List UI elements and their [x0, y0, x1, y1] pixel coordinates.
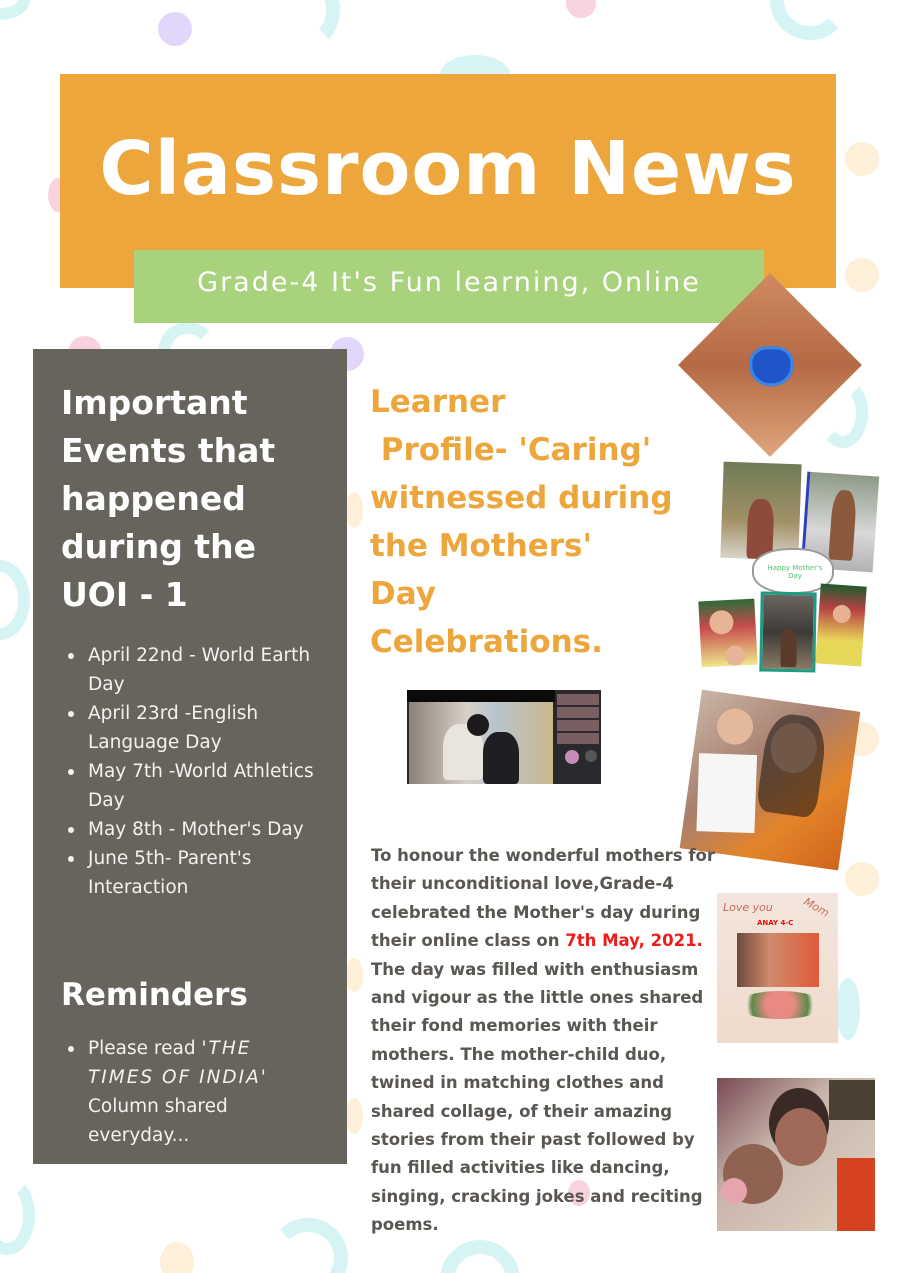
decor-arc-teal [770, 0, 850, 40]
events-list [61, 641, 331, 902]
mother-collage-photo [720, 462, 801, 561]
reminder-item [61, 1034, 301, 1150]
card-caption: Love you [723, 901, 773, 914]
collage-caption: Happy Mother's Day [767, 564, 823, 580]
event-item: April 22nd - World Earth Day [61, 641, 331, 699]
event-date: 7th May, 2021. [565, 931, 703, 951]
decor-dot-purple [158, 12, 192, 46]
reminder-text: Column shared everyday... [88, 1096, 228, 1146]
reminders-heading: Reminders [61, 977, 248, 1013]
card-caption: Mom [801, 895, 832, 920]
decor-arc-teal [440, 1240, 520, 1273]
decor-dot-teal [836, 978, 860, 1040]
event-item: June 5th- Parent's Interaction [61, 844, 331, 902]
event-item: May 7th -World Athletics Day [61, 757, 331, 815]
article-text: The day was filled with enthusiasm and vigour as the little ones shared their fond memories with their mothers. The mother-child duo, twined in matching clothes and shared collage, of their amazing stories from their past followed by fun filled activities like dancing, singing, cracking jokes and reciting poems. [371, 959, 704, 1235]
decor-dot-cream [845, 258, 879, 292]
decor-arc-teal [0, 0, 30, 20]
newspaper-name: 'THE TIMES OF INDIA' [88, 1038, 268, 1088]
decor-arc-teal [268, 1218, 348, 1273]
heading-line: Profile- 'Caring' [370, 432, 652, 468]
decor-dot-pink [566, 0, 596, 18]
decor-arc-teal [0, 560, 30, 640]
mother-child-hug-photo [717, 1078, 875, 1231]
article-text: To honour the wonderful mothers for their unconditional love,Grade-4 celebrated the Mother's day during their online class on [371, 846, 716, 951]
heading-line: witnessed during [370, 480, 673, 516]
card-name: ANAY 4-C [757, 919, 794, 927]
decor-dot-cream [845, 142, 879, 176]
event-item: April 23rd -English Language Day [61, 699, 331, 757]
heading-line: Day [370, 576, 436, 612]
article-body [371, 842, 716, 1240]
events-sidebar [33, 349, 347, 1164]
video-call-photo [407, 690, 601, 784]
decor-dot-cream [160, 1242, 194, 1273]
mother-collage-photo [815, 583, 866, 666]
heading-line: UOI - 1 [61, 575, 188, 614]
decor-dot-cream [345, 958, 363, 992]
mother-collage-photo [759, 592, 816, 673]
event-item: May 8th - Mother's Day [61, 815, 331, 844]
heading-line: Celebrations. [370, 624, 603, 660]
decor-dot-cream [345, 1098, 363, 1134]
heading-line: Events that [61, 431, 276, 470]
heading-line: Important [61, 383, 248, 422]
reminders-list [61, 1034, 301, 1150]
love-you-mom-card [717, 893, 838, 1043]
heading-line: during the [61, 527, 256, 566]
heading-line: happened [61, 479, 246, 518]
feature-heading [370, 378, 710, 666]
heading-line: the Mothers' [370, 528, 592, 564]
decor-arc-teal [270, 0, 340, 50]
heading-line: Learner [370, 384, 506, 420]
reminder-text: Please read [88, 1038, 202, 1059]
events-heading [61, 379, 331, 619]
mother-collage-photo [698, 599, 757, 668]
decor-dot-cream [345, 492, 363, 528]
page-title: Classroom News [99, 126, 797, 212]
page-subtitle: Grade-4 It's Fun learning, Online [197, 267, 701, 298]
decor-dot-cream [845, 862, 879, 896]
decor-arc-teal [0, 1175, 35, 1255]
